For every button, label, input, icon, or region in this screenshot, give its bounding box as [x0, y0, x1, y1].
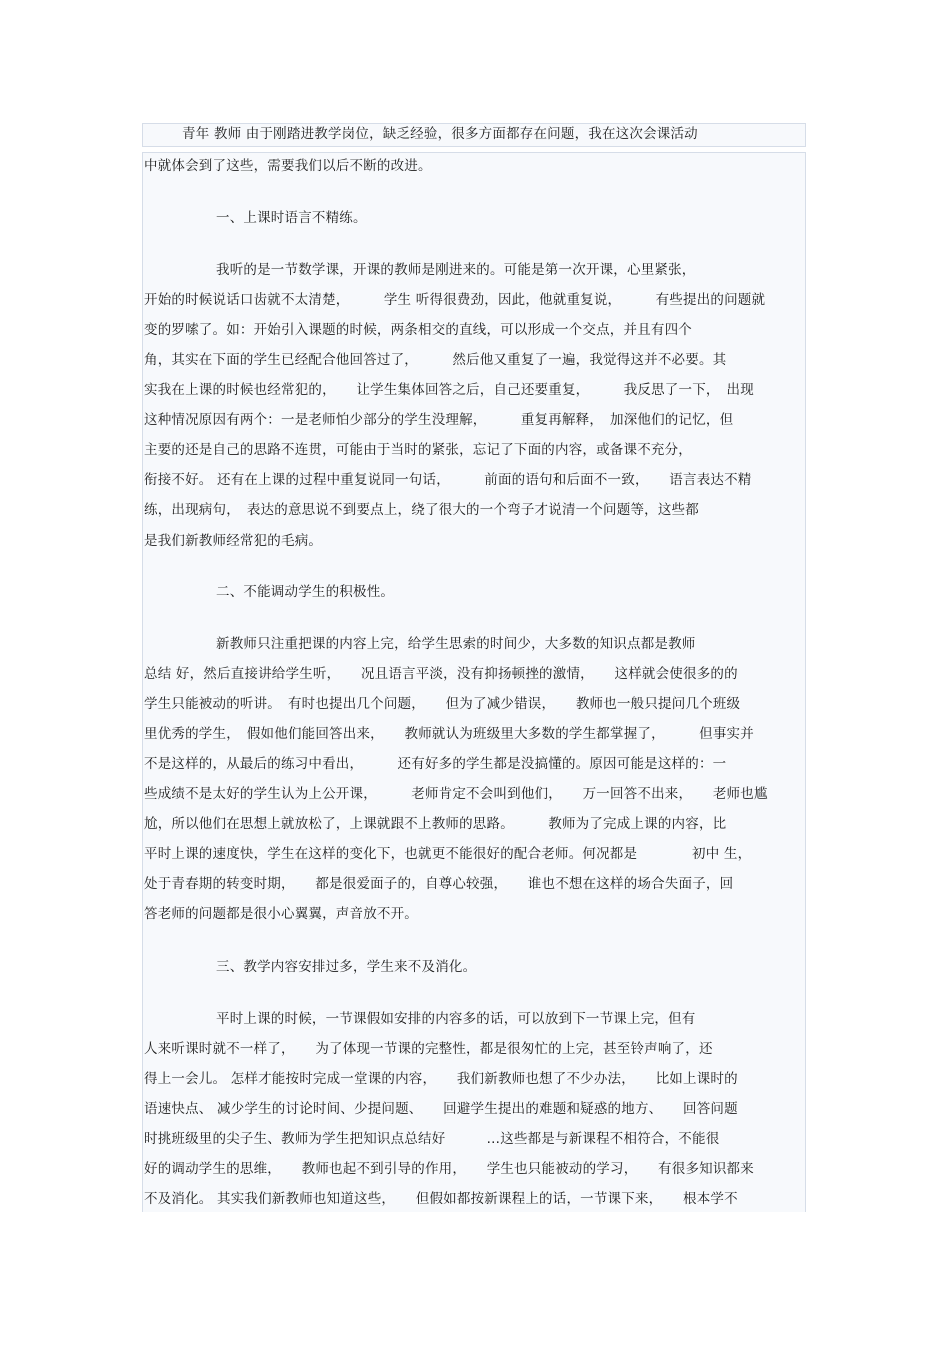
- paragraph-line: 实我在上课的时候也经常犯的， 让学生集体回答之后，自己还要重复， 我反思了一下， 出现: [144, 382, 754, 398]
- paragraph-line: 语速快点、 减少学生的讨论时间、少提问题、 回避学生提出的难题和疑惑的地方、 回答问题: [144, 1101, 738, 1117]
- paragraph-line: 练，出现病句， 表达的意思说不到要点上，绕了很大的一个弯子才说清一个问题等，这些都: [144, 502, 699, 518]
- paragraph-line: 我听的是一节数学课，开课的教师是刚进来的。可能是第一次开课，心里紧张，: [216, 262, 696, 278]
- section-heading: 二、不能调动学生的积极性。: [216, 584, 395, 600]
- paragraph-line: 是我们新教师经常犯的毛病。: [144, 533, 323, 549]
- paragraph-line: 里优秀的学生， 假如他们能回答出来， 教师就认为班级里大多数的学生都掌握了， 但事实并: [144, 726, 754, 742]
- intro-line: 中就体会到了这些，需要我们以后不断的改进。: [144, 158, 432, 174]
- paragraph-line: 不及消化。 其实我们新教师也知道这些， 但假如都按新课程上的话，一节课下来， 根本学不: [144, 1191, 738, 1207]
- paragraph-line: 学生只能被动的听讲。 有时也提出几个问题， 但为了减少错误， 教师也一般只提问几个班级: [144, 696, 741, 712]
- paragraph-line: 变的罗嗦了。如：开始引入课题的时候，两条相交的直线，可以形成一个交点，并且有四个: [144, 322, 692, 338]
- paragraph-line: 这种情况原因有两个：一是老师怕少部分的学生没理解， 重复再解释， 加深他们的记忆，但: [144, 412, 734, 428]
- paragraph-line: 开始的时候说话口齿就不太清楚， 学生 听得很费劲，因此，他就重复说， 有些提出的问题就: [144, 292, 766, 308]
- paragraph-line: 尬，所以他们在思想上就放松了，上课就跟不上教师的思路。 教师为了完成上课的内容，比: [144, 816, 727, 832]
- paragraph-line: 主要的还是自己的思路不连贯，可能由于当时的紧张，忘记了下面的内容，或备课不充分，: [144, 442, 692, 458]
- paragraph-line: 些成绩不是太好的学生认为上公开课， 老师肯定不会叫到他们， 万一回答不出来， 老师也尴: [144, 786, 768, 802]
- section-heading: 一、上课时语言不精练。: [216, 210, 367, 226]
- paragraph-line: 好的调动学生的思维， 教师也起不到引导的作用， 学生也只能被动的学习， 有很多知识都来: [144, 1161, 754, 1177]
- paragraph-line: 衔接不好。 还有在上课的过程中重复说同一句话， 前面的语句和后面不一致， 语言表达不精: [144, 472, 752, 488]
- paragraph-line: 新教师只注重把课的内容上完，给学生思索的时间少，大多数的知识点都是教师: [216, 636, 696, 652]
- paragraph-line: 得上一会儿。 怎样才能按时完成一堂课的内容， 我们新教师也想了不少办法， 比如上课时的: [144, 1071, 738, 1087]
- section-heading: 三、教学内容安排过多，学生来不及消化。: [216, 959, 477, 975]
- paragraph-line: 平时上课的时候，一节课假如安排的内容多的话，可以放到下一节课上完，但有: [216, 1011, 696, 1027]
- paragraph-line: 平时上课的速度快，学生在这样的变化下，也就更不能很好的配合老师。何况都是 初中 生，: [144, 846, 752, 862]
- paragraph-line: 总结 好，然后直接讲给学生听， 况且语言平淡，没有抑扬顿挫的激情， 这样就会使很多的的: [144, 666, 738, 682]
- paragraph-line: 时挑班级里的尖子生、教师为学生把知识点总结好 …这些都是与新课程不相符合，不能很: [144, 1131, 720, 1147]
- intro-line: 青年 教师 由于刚踏进教学岗位，缺乏经验，很多方面都存在问题，我在这次会课活动: [182, 126, 698, 142]
- paragraph-line: 答老师的问题都是很小心翼翼，声音放不开。: [144, 906, 418, 922]
- paragraph-line: 不是这样的，从最后的练习中看出， 还有好多的学生都是没搞懂的。原因可能是这样的：一: [144, 756, 727, 772]
- paragraph-line: 角，其实在下面的学生已经配合他回答过了， 然后他又重复了一遍，我觉得这并不必要。其: [144, 352, 727, 368]
- paragraph-line: 人来听课时就不一样了， 为了体现一节课的完整性，都是很匆忙的上完，甚至铃声响了，还: [144, 1041, 713, 1057]
- paragraph-line: 处于青春期的转变时期， 都是很爱面子的，自尊心较强， 谁也不想在这样的场合失面子，回: [144, 876, 734, 892]
